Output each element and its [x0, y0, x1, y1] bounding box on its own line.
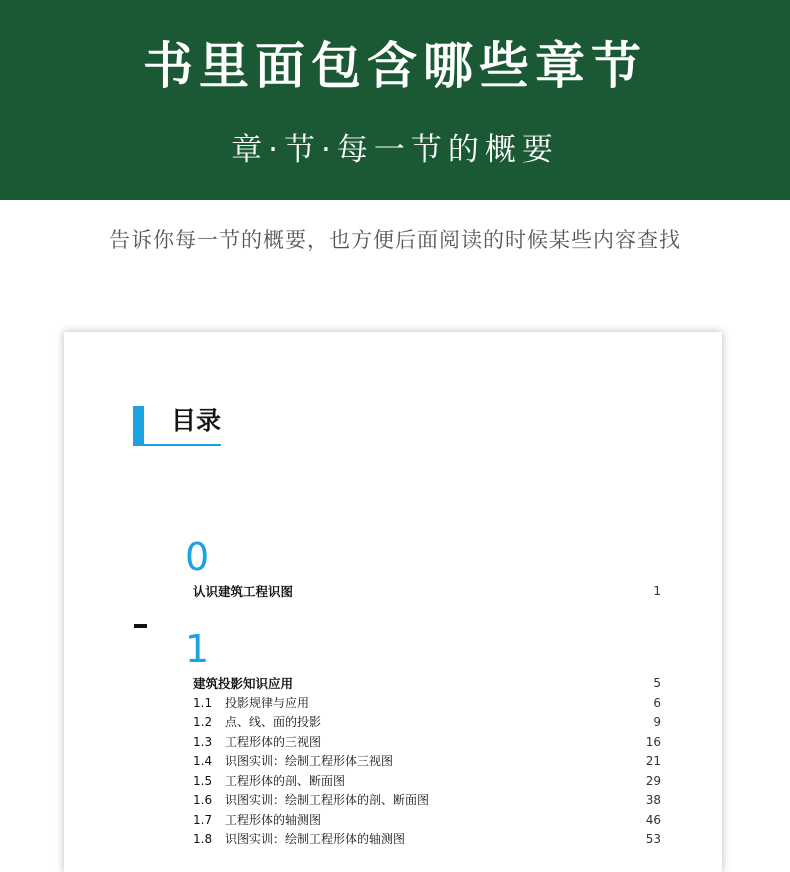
- intro-text: 告诉你每一节的概要，也方便后面阅读的时候某些内容查找: [109, 228, 681, 252]
- section-number: 1.5: [193, 774, 213, 788]
- chapter-entry[interactable]: [193, 674, 661, 693]
- section-number: 1.8: [193, 832, 213, 846]
- page-number: 9: [653, 715, 661, 729]
- section-title: 识图实训：绘制工程形体的轴测图: [225, 832, 406, 846]
- chapter-title: 认识建筑工程识图: [193, 584, 294, 599]
- section-title: 点、线、面的投影: [225, 715, 322, 729]
- chapter-entry[interactable]: [193, 582, 661, 601]
- toc-page-preview: [64, 332, 722, 872]
- toc-section-row[interactable]: [193, 772, 661, 791]
- page-number: 46: [645, 813, 661, 827]
- banner-subtitle: 章·节·每一节的概要: [231, 132, 559, 168]
- toc-section-row[interactable]: [193, 752, 661, 771]
- page-number: 21: [645, 754, 661, 768]
- section-title: 识图实训：绘制工程形体三视图: [225, 754, 394, 768]
- toc-accent-bar: [133, 406, 144, 444]
- toc-section-row[interactable]: [193, 733, 661, 752]
- chapter-title: 建筑投影知识应用: [193, 676, 294, 691]
- toc-section-row[interactable]: [193, 811, 661, 830]
- page-number: 6: [653, 696, 661, 710]
- section-title: 工程形体的三视图: [225, 735, 322, 749]
- dash-mark: [134, 624, 147, 628]
- toc-section-row[interactable]: [193, 694, 661, 713]
- section-number: 1.4: [193, 754, 213, 768]
- toc-section-row[interactable]: [193, 830, 661, 849]
- section-number: 1.6: [193, 793, 213, 807]
- banner-title: 书里面包含哪些章节: [143, 36, 647, 95]
- page-number: 1: [653, 584, 661, 598]
- toc-title: 目录: [171, 406, 222, 435]
- page-number: 16: [645, 735, 661, 749]
- section-title: 工程形体的轴测图: [225, 813, 322, 827]
- section-title: 识图实训：绘制工程形体的剖、断面图: [225, 793, 430, 807]
- section-title: 工程形体的剖、断面图: [225, 774, 346, 788]
- section-number: 1.2: [193, 715, 213, 729]
- page-number: 29: [645, 774, 661, 788]
- header-banner: [0, 0, 790, 200]
- toc-heading: [133, 406, 221, 446]
- section-title: 投影规律与应用: [225, 696, 310, 710]
- page-number: 38: [645, 793, 661, 807]
- section-number: 1.1: [193, 696, 213, 710]
- toc-section-row[interactable]: [193, 791, 661, 810]
- chapter-number: 1: [185, 627, 210, 671]
- page-number: 53: [645, 832, 661, 846]
- page-number: 5: [653, 676, 661, 690]
- section-number: 1.3: [193, 735, 213, 749]
- chapter-number: 0: [185, 535, 210, 579]
- toc-section-row[interactable]: [193, 713, 661, 732]
- section-number: 1.7: [193, 813, 213, 827]
